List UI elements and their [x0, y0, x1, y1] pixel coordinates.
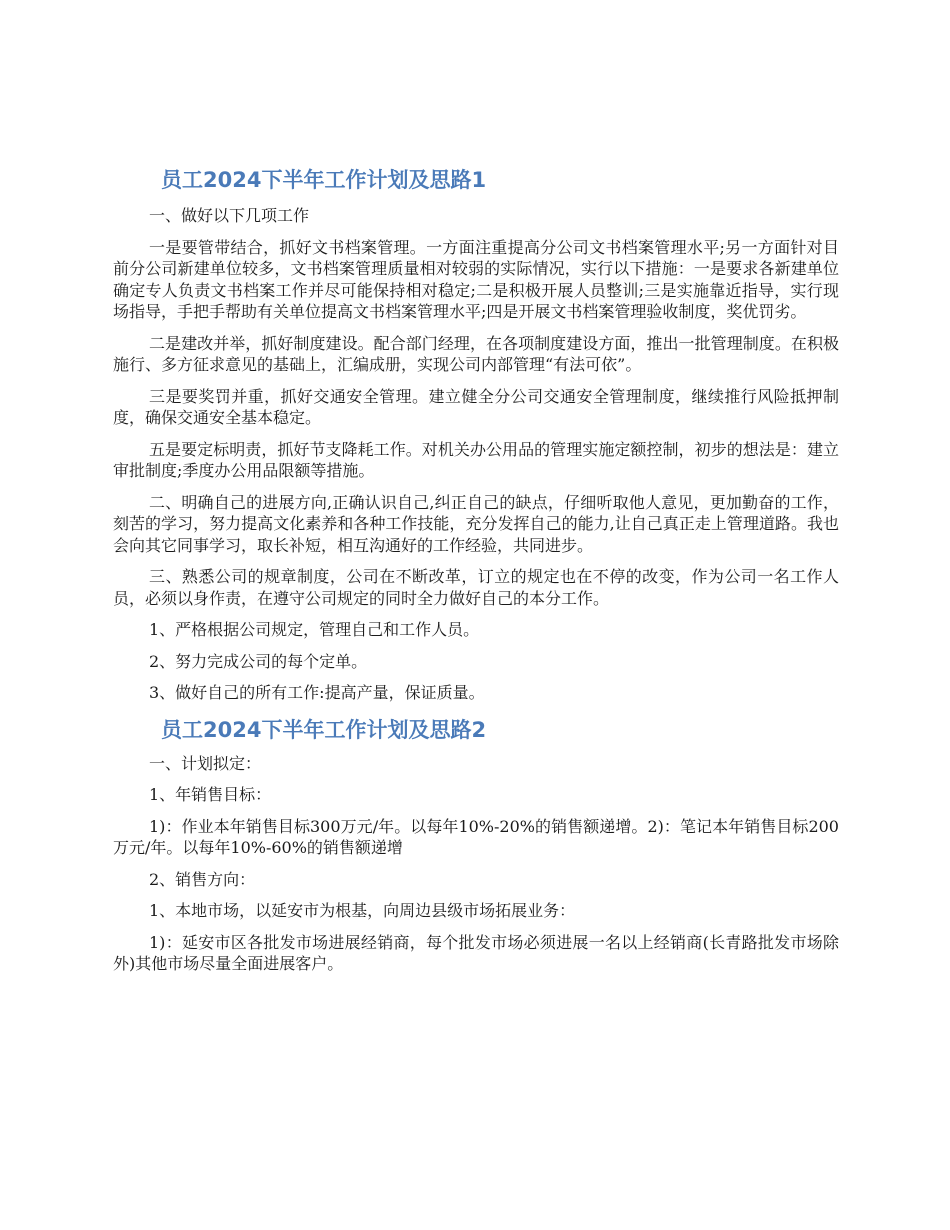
- paragraph: 三、熟悉公司的规章制度，公司在不断改革，订立的规定也在不停的改变，作为公司一名工作人员，必须以身作责，在遵守公司规定的同时全力做好自己的本分工作。: [113, 567, 839, 608]
- paragraph: 1)：作业本年销售目标300万元/年。以每年10%-20%的销售额递增。2)：笔记本年销售目标200万元/年。以每年10%-60%的销售额递增: [113, 816, 839, 857]
- list-item: 3、做好自己的所有工作:提高产量，保证质量。: [149, 683, 485, 702]
- paragraph: 五是要定标明责，抓好节支降耗工作。对机关办公用品的管理实施定额控制，初步的想法是：建立审批制度;季度办公用品限额等措施。: [113, 439, 839, 480]
- paragraph: 2、销售方向：: [149, 869, 256, 889]
- paragraph: 1、本地市场，以延安市为根基，向周边县级市场拓展业务：: [149, 901, 576, 920]
- paragraph: 二是建改并举，抓好制度建设。配合部门经理，在各项制度建设方面，推出一批管理制度。在积极施行、多方征求意见的基础上，汇编成册，实现公司内部管理“有法可依”。: [113, 333, 839, 374]
- paragraph: 一是要管带结合，抓好文书档案管理。一方面注重提高分公司文书档案管理水平;另一方面针对目前分公司新建单位较多，文书档案管理质量相对较弱的实际情况，实行以下措施：一是要求各新建单位确定专人负责文书档案工作并尽可能保持相对稳定;二是积极开展人员整训;三是实施靠近指导，实行现场指导，手把手帮助有关单位提高文书档案管理水平;四是开展文书档案管理验收制度，奖优罚劣。: [113, 237, 839, 321]
- list-item: 2、努力完成公司的每个定单。: [149, 651, 368, 671]
- paragraph: 二、明确自己的进展方向,正确认识自己,纠正自己的缺点，仔细听取他人意见，更加勤奋的工作，刻苦的学习，努力提高文化素养和各种工作技能，充分发挥自己的能力,让自己真正走上管理道路。我也会向其它同事学习，取长补短，相互沟通好的工作经验，共同进步。: [113, 492, 839, 555]
- section-title: 员工2024下半年工作计划及思路1: [161, 168, 487, 192]
- paragraph: 1)：延安市区各批发市场进展经销商，每个批发市场必须进展一名以上经销商(长青路批发市场除外)其他市场尽量全面进展客户。: [113, 932, 839, 973]
- section-title: 员工2024下半年工作计划及思路2: [161, 717, 487, 742]
- paragraph: 一、计划拟定：: [149, 753, 262, 773]
- paragraph: 一、做好以下几项工作: [149, 206, 310, 225]
- document-body: [113, 164, 839, 985]
- list-item: 1、严格根据公司规定，管理自己和工作人员。: [149, 620, 480, 639]
- paragraph: 1、年销售目标：: [149, 785, 272, 804]
- paragraph: 三是要奖罚并重，抓好交通安全管理。建立健全分公司交通安全管理制度，继续推行风险抵押制度，确保交通安全基本稳定。: [113, 386, 839, 427]
